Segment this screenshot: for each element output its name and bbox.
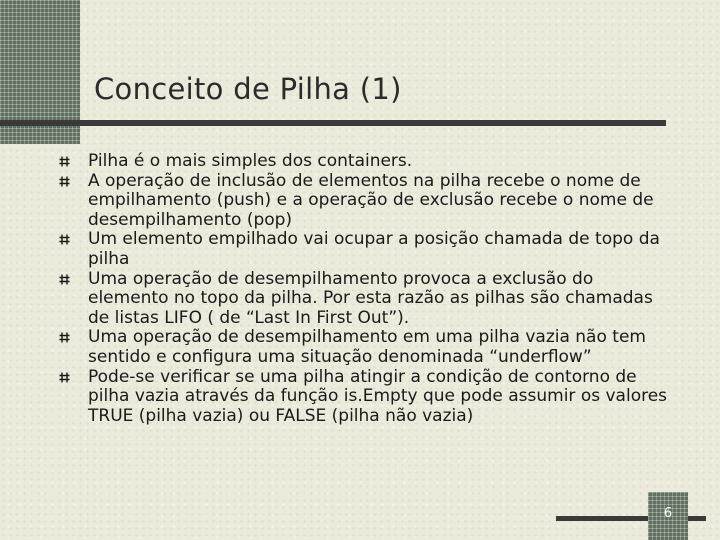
bullet-item: [58, 230, 668, 269]
bullet-text: A operação de inclusão de elementos na pilha recebe o nome de empilhamento (push) e a operação de exclusão recebe o nome de desempilhamento (pop): [88, 170, 654, 230]
bullet-item: [58, 328, 668, 367]
bullet-text: Uma operação de desempilhamento provoca a exclusão do elemento no topo da pilha. Por esta razão as pilhas são chamadas de listas LIFO ( de “Last In First Out”).: [88, 268, 653, 328]
hash-bullet-icon: [59, 156, 70, 167]
hash-bullet-icon: [59, 332, 70, 343]
hash-bullet-icon: [59, 274, 70, 285]
bullet-text: Pilha é o mais simples dos containers.: [88, 151, 413, 171]
hash-bullet-icon: [59, 372, 70, 383]
bullet-text: Um elemento empilhado vai ocupar a posição chamada de topo da pilha: [88, 229, 660, 269]
bullet-item: [58, 172, 668, 231]
title-underline: [0, 120, 666, 126]
bullet-item: [58, 270, 668, 329]
hash-bullet-icon: [59, 234, 70, 245]
bullet-list: [58, 152, 668, 426]
bullet-text: Pode-se verificar se uma pilha atingir a condição de contorno de pilha vazia através da função is.Empty que pode assumir os valores TRUE (pilha vazia) ou FALSE (pilha não vazia): [88, 366, 668, 426]
page-number: 6: [663, 506, 673, 521]
hash-bullet-icon: [59, 176, 70, 187]
bullet-item: [58, 368, 668, 427]
bullet-item: [58, 152, 668, 172]
slide-title: Conceito de Pilha (1): [94, 72, 402, 106]
bullet-text: Uma operação de desempilhamento em uma pilha vazia não tem sentido e configura uma situação denominada “underflow”: [88, 327, 646, 367]
